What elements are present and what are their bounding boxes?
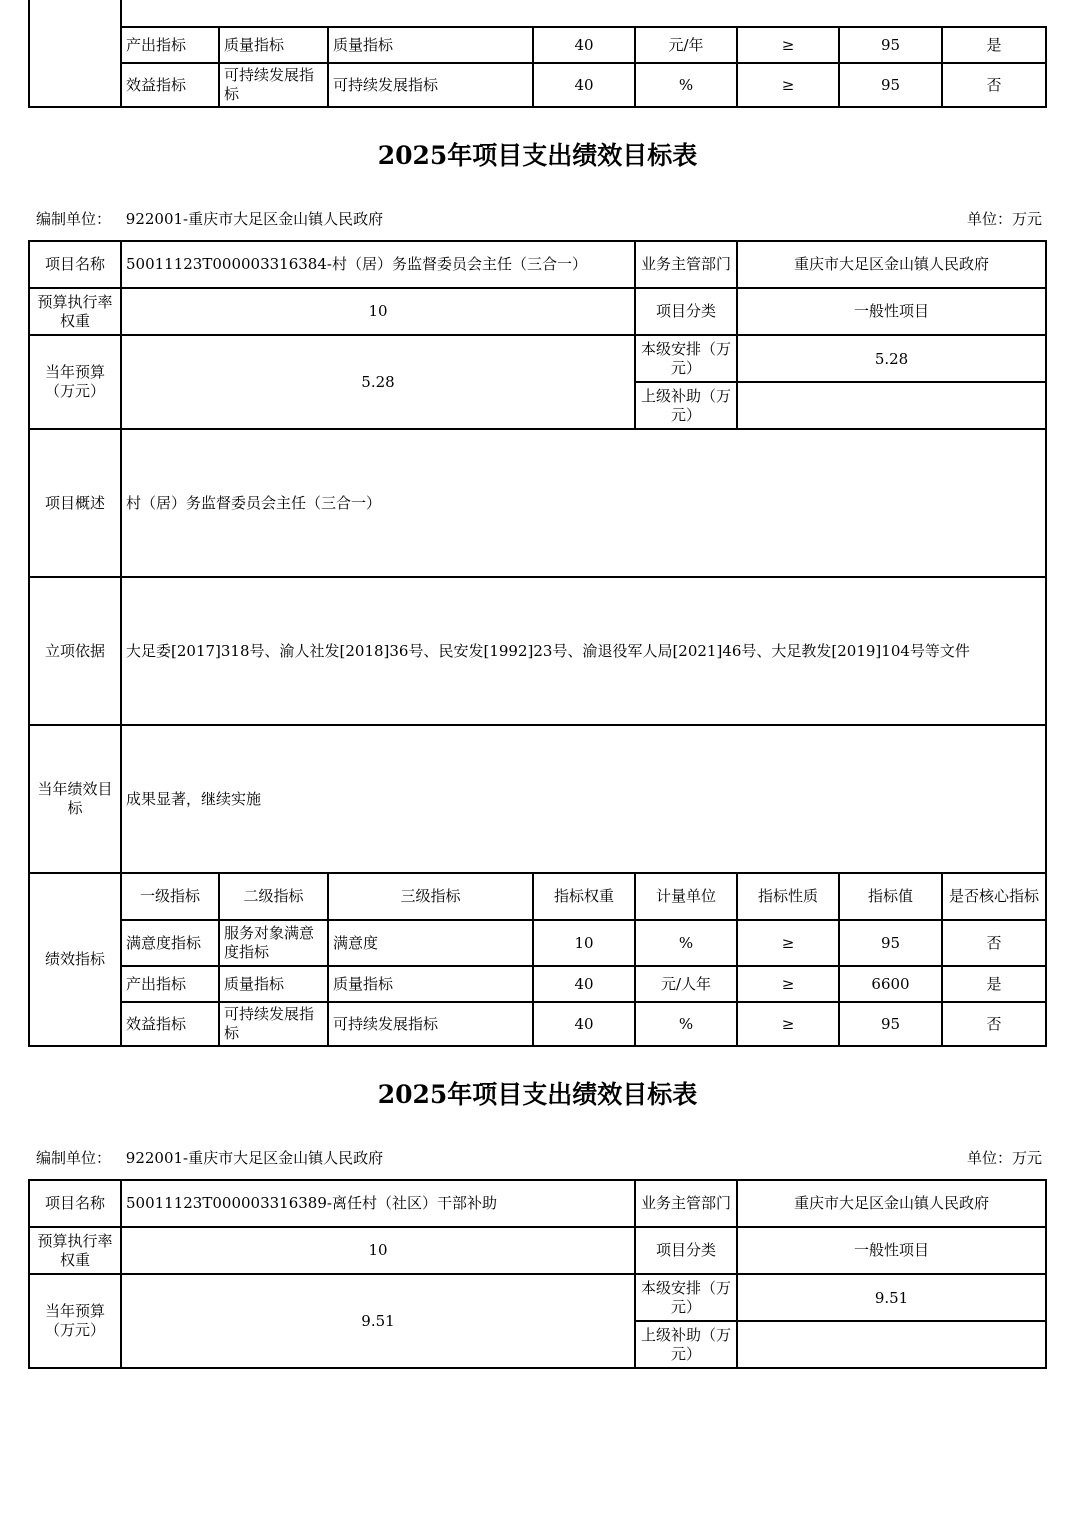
budget-value: 9.51 xyxy=(121,1274,635,1368)
table-row: 效益指标 可持续发展指标 可持续发展指标 40 % ≥ 95 否 xyxy=(29,63,1046,107)
label-exec-weight: 预算执行率权重 xyxy=(29,288,121,335)
unit-value: 922001-重庆市大足区金山镇人民政府 xyxy=(125,1149,384,1167)
project-name: 50011123T000003316389-离任村（社区）干部补助 xyxy=(121,1180,635,1227)
label-dept: 业务主管部门 xyxy=(635,241,737,288)
label-local: 本级安排（万元） xyxy=(635,1274,737,1321)
label-upper: 上级补助（万元） xyxy=(635,382,737,429)
label-overview: 项目概述 xyxy=(29,429,121,577)
money-unit: 单位：万元 xyxy=(966,1149,1042,1167)
local-value: 5.28 xyxy=(737,335,1046,382)
unit-line xyxy=(36,208,1042,229)
page-title: 2025年项目支出绩效目标表 xyxy=(377,141,698,170)
overview-value: 村（居）务监督委员会主任（三合一） xyxy=(121,429,1046,577)
unit-label: 编制单位： xyxy=(36,1149,112,1167)
label-local: 本级安排（万元） xyxy=(635,335,737,382)
label-category: 项目分类 xyxy=(635,288,737,335)
label-project-name: 项目名称 xyxy=(29,241,121,288)
local-value: 9.51 xyxy=(737,1274,1046,1321)
label-indicators: 绩效指标 xyxy=(29,873,121,1046)
label-dept: 业务主管部门 xyxy=(635,1180,737,1227)
table-header-row: 绩效指标 一级指标 二级指标 三级指标 指标权重 计量单位 指标性质 指标值 是否核心指标 xyxy=(29,873,1046,920)
unit-line-2 xyxy=(36,1147,1042,1168)
top-indicator-table xyxy=(28,0,1047,108)
label-basis: 立项依据 xyxy=(29,577,121,725)
dept-value: 重庆市大足区金山镇人民政府 xyxy=(737,1180,1046,1227)
money-unit: 单位：万元 xyxy=(966,210,1042,228)
budget-value: 5.28 xyxy=(121,335,635,429)
goal-value: 成果显著，继续实施 xyxy=(121,725,1046,873)
upper-value xyxy=(737,382,1046,429)
table-row: 效益指标 可持续发展指标 可持续发展指标 40 % ≥ 95 否 xyxy=(29,1002,1046,1046)
label-exec-weight: 预算执行率权重 xyxy=(29,1227,121,1274)
category-value: 一般性项目 xyxy=(737,1227,1046,1274)
performance-table-2 xyxy=(28,1179,1047,1369)
unit-label: 编制单位： xyxy=(36,210,112,228)
table-row: 产出指标 质量指标 质量指标 40 元/人年 ≥ 6600 是 xyxy=(29,966,1046,1002)
table-row: 满意度指标 服务对象满意度指标 满意度 10 % ≥ 95 否 xyxy=(29,920,1046,966)
label-upper: 上级补助（万元） xyxy=(635,1321,737,1368)
label-budget: 当年预算（万元） xyxy=(29,335,121,429)
performance-table-1 xyxy=(28,240,1047,1047)
exec-weight: 10 xyxy=(121,1227,635,1274)
dept-value: 重庆市大足区金山镇人民政府 xyxy=(737,241,1046,288)
indicator-group-cell xyxy=(29,0,121,107)
page-title-2: 2025年项目支出绩效目标表 xyxy=(377,1080,698,1109)
label-project-name: 项目名称 xyxy=(29,1180,121,1227)
table-row: 产出指标 质量指标 质量指标 40 元/年 ≥ 95 是 xyxy=(29,27,1046,63)
basis-value: 大足委[2017]318号、渝人社发[2018]36号、民安发[1992]23号、渝退役军人局[2021]46号、大足教发[2019]104号等文件 xyxy=(121,577,1046,725)
label-goal: 当年绩效目标 xyxy=(29,725,121,873)
category-value: 一般性项目 xyxy=(737,288,1046,335)
exec-weight: 10 xyxy=(121,288,635,335)
label-category: 项目分类 xyxy=(635,1227,737,1274)
label-budget: 当年预算（万元） xyxy=(29,1274,121,1368)
upper-value xyxy=(737,1321,1046,1368)
project-name: 50011123T000003316384-村（居）务监督委员会主任（三合一） xyxy=(121,241,635,288)
unit-value: 922001-重庆市大足区金山镇人民政府 xyxy=(125,210,384,228)
